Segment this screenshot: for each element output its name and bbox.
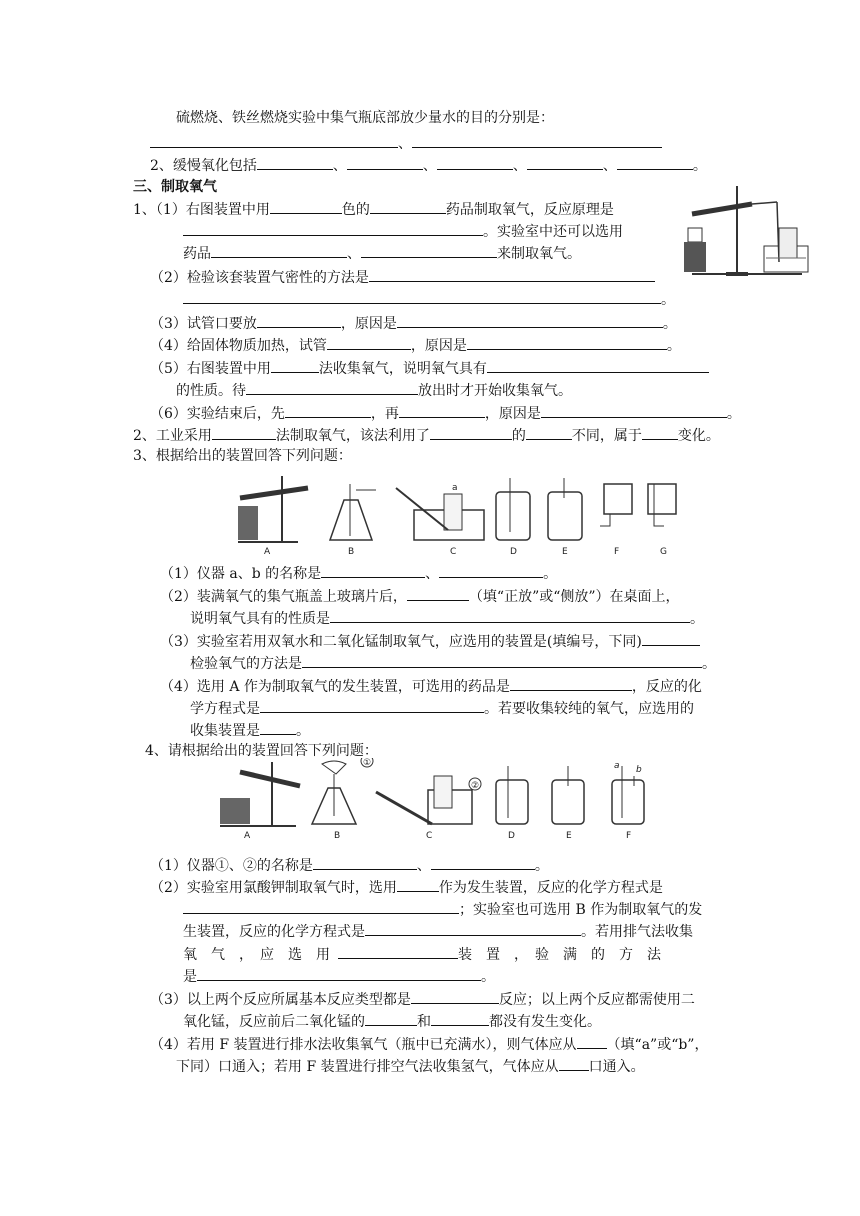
answer-blank[interactable] [197,965,481,981]
q4-line [150,334,681,356]
answer-blank[interactable] [285,402,371,418]
answer-blank[interactable] [361,242,497,258]
q-text: （3）实验室若用双氧水和二氧化锰制取氧气，应选用的装置是(填编号，下同) [160,634,642,650]
p4-heading: 4、请根据给出的装置回答下列问题： [145,743,378,759]
q-text: 药品制取氧气，反应原理是 [445,202,614,218]
label-C: C [450,547,457,556]
answer-blank[interactable] [347,154,423,170]
q3-line [150,312,677,334]
q-text: 2、缓慢氧化包括 [150,158,257,174]
p3q3-line2 [190,652,716,674]
answer-blank[interactable] [397,876,439,892]
answer-blank[interactable] [330,607,690,623]
answer-blank[interactable] [183,898,459,914]
period: 。 [481,969,495,985]
q-text: 是 [183,969,197,985]
q-text: ；实验室也可选用 B 作为制取氧气的发 [459,902,703,918]
answer-blank[interactable] [431,854,535,870]
answer-blank[interactable] [270,198,342,214]
period: 。 [702,656,716,672]
q-text: 色的 [341,202,370,218]
answer-blank[interactable] [439,562,543,578]
answer-blank[interactable] [327,334,411,350]
q-text: ，反应的化 [631,679,702,695]
p4q4-line [150,1033,708,1055]
answer-blank[interactable] [338,943,458,959]
separator: 、 [398,136,412,152]
answer-blank[interactable] [411,988,499,1004]
answer-blank[interactable] [260,697,484,713]
answer-blank[interactable] [437,154,513,170]
label-C: C [426,831,433,841]
separator: 、 [416,858,431,874]
separator: 、 [512,158,527,174]
q-text: 药品 [183,246,211,262]
label-F: F [626,831,632,841]
p3q2-line2 [190,607,704,629]
p2-line [133,424,720,446]
intro-text: 硫燃烧、铁丝燃烧实验中集气瓶底部放少量水的目的分别是： [176,110,554,126]
q-text: （2）实验室用氯酸钾制取氧气时，选用 [150,880,397,896]
slow-oxidation-line [150,154,707,176]
q-text: （6）实验结束后，先 [150,406,285,422]
q-text: （1）仪器 a、b 的名称是 [160,566,322,582]
p4q2-line5 [183,965,495,987]
p3q1-line [160,562,557,584]
answer-blank[interactable] [412,132,662,148]
p4q1-line [150,854,549,876]
q-text: （2）装满氧气的集气瓶盖上玻璃片后， [160,589,407,605]
answer-blank[interactable] [183,220,483,236]
q-text: 的性质。待 [176,383,246,399]
mark-2: ② [471,781,480,791]
p3q4-line [160,675,702,697]
period: 。 [692,158,707,174]
period: 。 [296,723,310,739]
q2-line [150,266,655,288]
answer-blank[interactable] [365,1010,417,1026]
p3q4-line2 [190,697,694,719]
q-text: 1、（1）右图装置中用 [133,202,270,218]
q-text: 说明氧气具有的性质是 [190,611,330,627]
answer-blank[interactable] [642,630,700,646]
p4q2-line [150,876,663,898]
q-text: （3）以上两个反应所属基本反应类型都是 [150,992,411,1008]
q-text: 变化。 [677,428,720,444]
period: 。 [690,611,704,627]
q-text: 反应；以上两个反应都需使用二 [498,992,695,1008]
answer-blank[interactable] [150,132,398,148]
q-text: 生装置，反应的化学方程式是 [183,924,365,940]
answer-blank[interactable] [642,424,678,440]
q-text: 2、工业采用 [133,428,212,444]
q-text: ，原因是 [410,338,467,354]
answer-blank[interactable] [510,675,632,691]
q5-line2 [176,379,572,401]
answer-blank[interactable] [370,198,446,214]
separator: 、 [425,566,440,582]
answer-blank[interactable] [467,334,667,350]
answer-blank[interactable] [257,312,341,328]
q-text: 氧 气 ， 应 选 用 [183,947,330,963]
q-text: （填“正放”或“侧放”）在桌面上， [468,589,680,605]
p4q3-line2 [183,1010,601,1032]
separator: 、 [347,246,361,262]
answer-blank[interactable] [211,242,347,258]
q-text: 口通入。 [588,1059,645,1075]
q6-line [150,402,741,424]
p4q2-line4 [183,943,661,965]
q-text: 放出时才开始收集氧气。 [418,383,572,399]
p3q2-line [160,585,680,607]
q-text: 。若要收集较纯的氧气，应选用的 [484,701,694,717]
separator: 、 [602,158,617,174]
answer-blank[interactable] [313,854,417,870]
answer-blank[interactable] [617,154,693,170]
oxygen-apparatus-figure [682,176,818,280]
q-text: 收集装置是 [190,723,260,739]
period: 。 [534,858,549,874]
p4q4-line2 [176,1055,645,1077]
p3q3-line [160,630,700,652]
answer-blank[interactable] [487,357,709,373]
q-text: ，原因是 [484,406,541,422]
intro-line [176,108,554,128]
label-E: E [566,831,572,841]
answer-blank[interactable] [407,585,469,601]
q-text: ，原因是 [340,316,397,332]
q-text: ，再 [370,406,399,422]
q-text: （4）选用 A 作为制取氧气的发生装置，可选用的药品是 [160,679,510,695]
q-text: 装 置 ， 验 满 的 方 法 [458,947,661,963]
label-D: D [508,831,515,841]
p4q3-line [150,988,695,1010]
answer-blank[interactable] [527,154,603,170]
label-B: B [348,547,355,556]
q-text: 不同，属于 [571,428,642,444]
label-F: F [614,547,620,556]
q-text: 学方程式是 [190,701,260,717]
mark-a: a [614,761,620,771]
mark-b: b [636,765,642,775]
q-text: 下同）口通入；若用 F 装置进行排空气法收集氢气，气体应从 [176,1059,559,1075]
answer-blank[interactable] [430,424,512,440]
q-text: （填“a”或“b”， [606,1037,709,1053]
label-E: E [562,547,568,556]
p3q4-line3 [190,719,310,741]
q-text: 氧化锰，反应前后二氧化锰的 [183,1014,365,1030]
period: 。 [543,566,558,582]
q-text: 法制取氧气，该法利用了 [275,428,430,444]
separator: 、 [422,158,437,174]
q-text: 检验氧气的方法是 [190,656,302,672]
period: 。 [662,316,677,332]
q5-line [150,357,709,379]
q1-line1 [133,198,614,220]
q-text: （1）仪器①、②的名称是 [150,858,313,874]
answer-blank[interactable] [260,719,296,735]
section-heading: 三、制取氧气 [133,179,217,195]
period: 。 [666,338,681,354]
q-text: 来制取氧气。 [497,246,581,262]
answer-blank[interactable] [321,562,425,578]
q1-line3 [183,242,581,264]
separator: 、 [332,158,347,174]
p4q2-line3 [183,920,693,942]
q-text: （2）检验该套装置气密性的方法是 [150,270,369,286]
answer-blank[interactable] [212,424,276,440]
q-text: 都没有发生变化。 [489,1014,601,1030]
answer-blank[interactable] [369,266,655,282]
answer-blank[interactable] [257,154,333,170]
answer-blank[interactable] [431,1010,489,1026]
intro-blanks [150,132,662,154]
label-A: A [264,547,271,556]
answer-blank[interactable] [526,424,572,440]
mark-1: ① [363,758,372,768]
q1-line2 [183,220,623,242]
mark-a: a [452,483,458,493]
answer-blank[interactable] [246,379,418,395]
q-text: 的 [511,428,526,444]
q-text: 作为发生装置，反应的化学方程式是 [438,880,663,896]
answer-blank[interactable] [541,402,727,418]
period: 。 [661,292,675,308]
period: 。 [726,406,741,422]
label-B: B [334,831,341,841]
label-A: A [244,831,251,841]
answer-blank[interactable] [399,402,485,418]
apparatus-figure-1 [226,470,682,556]
label-D: D [510,547,517,556]
apparatus-figure-2 [200,758,650,842]
p4q2-line2 [183,898,702,920]
answer-blank[interactable] [183,288,661,304]
q-text: （4）给固体物质加热，试管 [150,338,327,354]
q-text: 和 [417,1014,431,1030]
p3-heading: 3、根据给出的装置回答下列问题： [133,448,352,464]
answer-blank[interactable] [397,312,663,328]
q-text: （5）右图装置中用 [150,361,271,377]
q-text: 。若用排气法收集 [581,924,693,940]
answer-blank[interactable] [302,652,702,668]
q-text: 法收集氧气，说明氧气具有 [318,361,487,377]
label-G: G [660,547,667,556]
answer-blank[interactable] [365,920,581,936]
q-text: （4）若用 F 装置进行排水法收集氧气（瓶中已充满水），则气体应从 [150,1037,577,1053]
answer-blank[interactable] [577,1033,607,1049]
q2-line2 [183,288,675,310]
answer-blank[interactable] [271,357,319,373]
answer-blank[interactable] [559,1055,589,1071]
q-text: 。实验室中还可以选用 [483,224,623,240]
q-text: （3）试管口要放 [150,316,257,332]
